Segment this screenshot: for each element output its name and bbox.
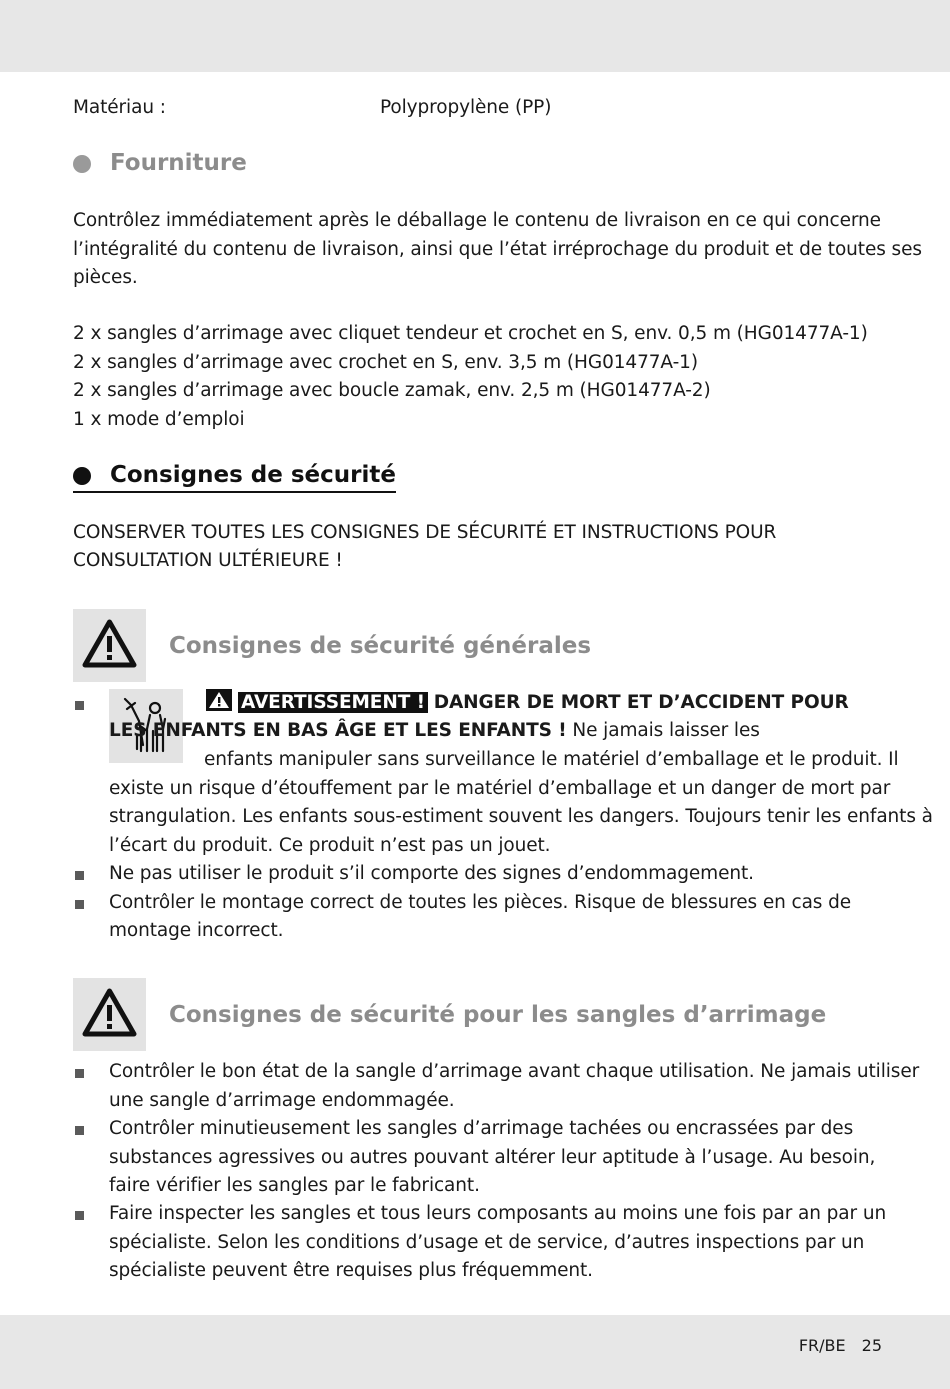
straps-bullet-text: Contrôler le bon état de la sangle d’arrimage avant chaque utilisation. Ne jamais utiliser [109, 1061, 920, 1082]
straps-safety-heading: Consignes de sécurité pour les sangles d’arrimage [169, 1002, 827, 1028]
section-dot [73, 155, 91, 173]
safety-heading: Consignes de sécurité [110, 462, 396, 488]
straps-bullet-text: Faire inspecter les sangles et tous leurs composants au moins une fois par an par un [109, 1203, 887, 1224]
warning-title-text: DANGER DE MORT ET D’ACCIDENT POUR [433, 692, 849, 713]
footer [783, 1336, 882, 1355]
material-label: Matériau : [73, 97, 166, 118]
heading-underline [73, 491, 396, 493]
warning-title-line-2 [109, 717, 760, 746]
footer-locale: FR/BE [798, 1336, 846, 1355]
warning-text-line: existe un risque d’étouffement par le matériel d’emballage et un danger de mort par [109, 778, 891, 799]
bullet-marker [75, 1069, 84, 1078]
straps-bullet-text: substances agressives ou autres pouvant altérer leur aptitude à l’usage. Au besoin, [109, 1147, 876, 1168]
delivery-item: 2 x sangles d’arrimage avec crochet en S, env. 3,5 m (HG01477A-1) [73, 352, 698, 373]
straps-bullet-text: Contrôler minutieusement les sangles d’arrimage tachées ou encrassées par des [109, 1118, 854, 1139]
safety-bullet-text: Ne pas utiliser le produit s’il comporte des signes d’endommagement. [109, 863, 754, 884]
bullet-marker [75, 1211, 84, 1220]
warning-text-line: enfants manipuler sans surveillance le matériel d’emballage et le produit. Il [204, 749, 899, 770]
bullet-marker [75, 900, 84, 909]
warning-text-start: Ne jamais laisser les [572, 720, 760, 741]
fourniture-intro-line: Contrôlez immédiatement après le déballage le contenu de livraison en ce qui concerne [73, 210, 881, 231]
page-number: 25 [861, 1336, 882, 1355]
fourniture-intro-line: l’intégralité du contenu de livraison, ainsi que l’état irréprochage du produit et de toutes ses [73, 239, 922, 260]
delivery-item: 2 x sangles d’arrimage avec boucle zamak, env. 2,5 m (HG01477A-2) [73, 380, 711, 401]
straps-bullet-text: spécialiste. Selon les conditions d’usage et de service, d’autres inspections par un [109, 1232, 865, 1253]
bullet-marker [75, 871, 84, 880]
warning-label: AVERTISSEMENT ! [238, 692, 428, 713]
warning-text-line: l’écart du produit. Ce produit n’est pas un jouet. [109, 835, 551, 856]
section-dot [73, 467, 91, 485]
delivery-item: 2 x sangles d’arrimage avec cliquet tendeur et crochet en S, env. 0,5 m (HG01477A-1) [73, 323, 868, 344]
warning-text-line: strangulation. Les enfants sous-estiment souvent les dangers. Toujours tenir les enfants à [109, 806, 933, 827]
warning-title-text-2: LES ENFANTS EN BAS ÂGE ET LES ENFANTS ! [109, 720, 567, 741]
fourniture-heading: Fourniture [110, 150, 247, 176]
fourniture-intro-line: pièces. [73, 267, 138, 288]
warning-title-line-1 [206, 689, 849, 721]
warning-triangle-icon [73, 978, 146, 1051]
keep-notice-line: CONSERVER TOUTES LES CONSIGNES DE SÉCURITÉ ET INSTRUCTIONS POUR [73, 522, 777, 543]
warning-triangle-icon [73, 609, 146, 682]
keep-notice-line: CONSULTATION ULTÉRIEURE ! [73, 550, 343, 571]
small-warning-icon [206, 689, 232, 721]
material-value: Polypropylène (PP) [380, 97, 552, 118]
bullet-marker [75, 701, 84, 710]
straps-bullet-text: spécialiste peuvent être requises plus fréquemment. [109, 1260, 593, 1281]
bullet-marker [75, 1126, 84, 1135]
straps-bullet-text: faire vérifier les sangles par le fabricant. [109, 1175, 480, 1196]
header-band [0, 0, 950, 72]
safety-bullet-text: montage incorrect. [109, 920, 284, 941]
safety-bullet-text: Contrôler le montage correct de toutes les pièces. Risque de blessures en cas de [109, 892, 852, 913]
straps-bullet-text: une sangle d’arrimage endommagée. [109, 1090, 455, 1111]
general-safety-heading: Consignes de sécurité générales [169, 633, 592, 659]
delivery-item: 1 x mode d’emploi [73, 409, 245, 430]
